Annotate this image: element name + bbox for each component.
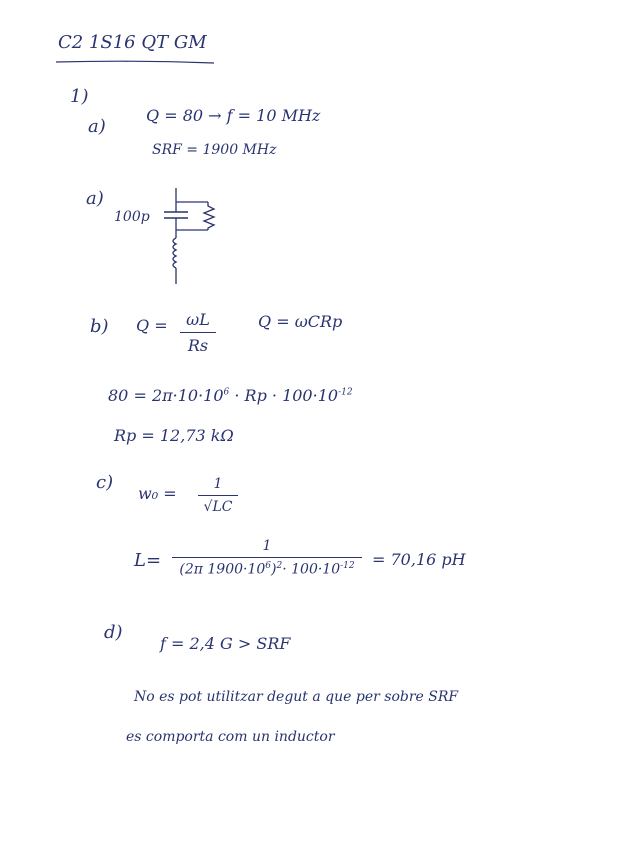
l-result: = 70,16 pH bbox=[372, 550, 466, 569]
l-numerator: 1 bbox=[262, 538, 272, 554]
l-den-mid: ) bbox=[271, 561, 277, 578]
capacitor-label: 100p bbox=[114, 209, 150, 225]
q-fraction bbox=[180, 310, 216, 355]
rp-equation bbox=[108, 388, 353, 404]
q-numerator: ωL bbox=[186, 310, 210, 329]
header-underline bbox=[56, 60, 216, 64]
q-lhs: Q = bbox=[136, 316, 168, 335]
circuit-diagram bbox=[158, 188, 228, 288]
rp-eq-main: 80 = 2π·10·10 bbox=[108, 386, 224, 405]
part-b-label: b) bbox=[90, 316, 109, 337]
rp-eq-mid: · Rp · 100·10 bbox=[229, 386, 339, 405]
rp-result: Rp = 12,73 kΩ bbox=[114, 426, 234, 445]
part-a-label: a) bbox=[86, 188, 104, 209]
part-c-label: c) bbox=[96, 472, 114, 493]
part-d-statement: f = 2,4 G > SRF bbox=[160, 634, 291, 653]
l-lhs: L= bbox=[134, 550, 162, 571]
note-line-1: No es pot utilitzar degut a que per sobre SRF bbox=[134, 689, 459, 705]
w0-fraction bbox=[198, 476, 238, 515]
l-den-exp: 6 bbox=[265, 561, 272, 571]
l-den-exp2: 2 bbox=[276, 561, 283, 571]
w0-lhs: w₀ = bbox=[138, 484, 177, 503]
l-den-main: (2π 1900·10 bbox=[179, 561, 266, 578]
given-q-line: Q = 80 → f = 10 MHz bbox=[146, 106, 321, 125]
given-srf-line: SRF = 1900 MHz bbox=[152, 142, 277, 158]
q-denominator: Rs bbox=[187, 336, 209, 355]
l-den-exp3: -12 bbox=[340, 561, 355, 571]
l-denominator bbox=[172, 561, 362, 578]
w0-denominator: √LC bbox=[203, 499, 233, 515]
rp-eq-exp2: -12 bbox=[338, 387, 353, 398]
rp-eq-exp: 6 bbox=[223, 387, 230, 398]
problem-number: 1) bbox=[70, 86, 89, 107]
page-title: C2 1S16 QT GM bbox=[58, 32, 207, 53]
part-d-label: d) bbox=[104, 622, 123, 643]
l-fraction bbox=[172, 538, 362, 578]
q-rhs: Q = ωCRp bbox=[258, 312, 343, 331]
note-line-2: es comporta com un inductor bbox=[126, 729, 335, 745]
l-den-tail: · 100·10 bbox=[282, 561, 341, 578]
given-label: a) bbox=[88, 116, 106, 137]
w0-numerator: 1 bbox=[213, 476, 223, 492]
